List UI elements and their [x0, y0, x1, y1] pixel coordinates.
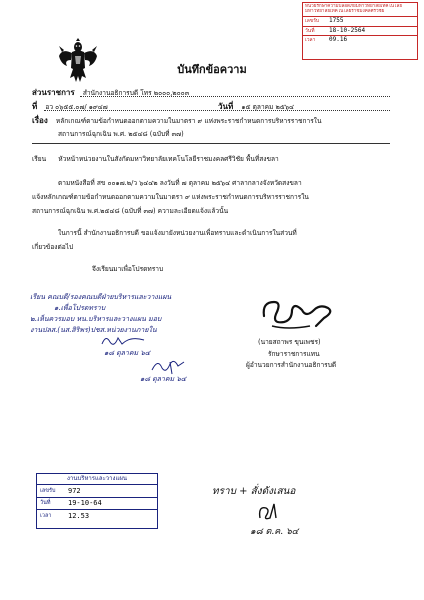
- planning-stamp-header: งานบริหารและวางแผน: [37, 474, 157, 485]
- handwritten-note-line3: ๒.เห็นควรมอบ หน.บริหารและวางแผน มอบ: [30, 315, 162, 323]
- signer-title2: ผู้อำนวยการสำนักงานอธิการบดี: [246, 361, 337, 369]
- handwritten-note-line2: ๑.เพื่อโปรดทราบ: [54, 304, 106, 312]
- subject-line1: หลักเกณฑ์ตามข้อกำหนดออกตามความในมาตรา ๙ แห่งพระราชกำหนดการบริหารราชการใน: [55, 117, 322, 125]
- agency-label: ส่วนราชการ: [32, 88, 75, 97]
- signer-title1: รักษาราชการแทน: [268, 350, 320, 358]
- date-row: [218, 100, 294, 113]
- to-row: [32, 153, 279, 164]
- stamp-label: เลขรับ: [40, 487, 56, 494]
- stamp-row-number: [303, 17, 417, 27]
- receiving-stamp: [302, 2, 418, 60]
- signer-name: (นายสถาพร ขุนเพชร): [258, 338, 321, 346]
- planning-stamp: [36, 473, 158, 529]
- stamp-label: เวลา: [305, 37, 316, 44]
- paragraph1-line1: ตามหนังสือที่ สข ๐๐๑๗.๒/ว ๖๔๔๒ ลงวันที่ ๗ ตุลาคม ๒๕๖๔ ศาลากลางจังหวัดสงขลา: [58, 179, 302, 187]
- planning-stamp-row-date: [37, 498, 157, 511]
- stamp-value: 1755: [329, 17, 344, 25]
- stamp-value: 18-10-2564: [329, 26, 366, 34]
- executive-signature-icon: [256, 500, 282, 522]
- stamp-header-line2: มหาวิทยาลัยเทคโนโลยีราชมงคลศรีวิชัย: [305, 9, 385, 14]
- agency-row: [32, 86, 189, 99]
- handwritten-note-date: ๑๘ ตุลาคม ๖๔: [104, 349, 151, 357]
- note-signature-icon: [100, 332, 146, 348]
- paragraph1-line2: แจ้งหลักเกณฑ์ตามข้อกำหนดออกตามความในมาตรา ๙ แห่งพระราชกำหนดการบริหารราชการใน: [32, 193, 309, 201]
- director-signature-icon: [258, 296, 336, 334]
- paragraph1-line3: สถานการณ์ฉุกเฉิน พ.ศ.๒๕๔๘ (ฉบับที่ ๓๗) ความละเอียดแจ้งแล้วนั้น: [32, 207, 229, 215]
- executive-handwritten-note: ทราบ + สั่งดังเสนอ: [212, 486, 296, 497]
- stamp-value: 972: [68, 486, 81, 495]
- planning-stamp-row-number: [37, 485, 157, 498]
- date-label: วันที่: [218, 102, 234, 111]
- to-value: หัวหน้าหน่วยงานในสังกัดมหาวิทยาลัยเทคโนโลยีราชมงคลศรีวิชัย พื้นที่สงขลา: [58, 155, 279, 163]
- reference-label: ที่: [32, 102, 38, 111]
- paragraph2-line2: เกี่ยวข้องต่อไป: [32, 243, 74, 251]
- stamp-row-date: [303, 27, 417, 37]
- stamp-header: [303, 3, 417, 17]
- header-divider: [32, 143, 390, 144]
- stamp-header-line1: หน่วยรักษาความปลอดภัยมหาวิทยาลัยเทคโนโลยี: [305, 4, 403, 9]
- second-note-date: ๑๘ ตุลาคม ๖๔: [140, 375, 187, 383]
- subject-label: เรื่อง: [32, 116, 48, 125]
- to-label: เรียน: [32, 155, 47, 163]
- stamp-value: 12.53: [68, 511, 90, 520]
- handwritten-note-line1: เรียน คณบดี/รองคณบดีฝ่ายบริหารและวางแผน: [30, 293, 172, 301]
- handwritten-note-line4: งานปลส.(นส.สิริพร)ปชส.หน่วยงานภายใน: [30, 326, 157, 334]
- closing-text: จึงเรียนมาเพื่อโปรดทราบ: [92, 265, 164, 273]
- reference-row: [32, 100, 108, 113]
- reference-value: อว ๐๖๕๕.๐๗/ ๑๙๔๗: [45, 103, 108, 111]
- planning-stamp-row-time: [37, 510, 157, 522]
- stamp-label: วันที่: [305, 27, 315, 34]
- date-value: ๑๕ ตุลาคม ๒๕๖๔: [241, 103, 295, 111]
- agency-value: สำนักงานอธิการบดี โทร ๒๐๐๐,๒๐๐๓: [82, 89, 190, 97]
- stamp-label: วันที่: [40, 500, 51, 507]
- second-signature-icon: [150, 356, 190, 376]
- stamp-label: เวลา: [40, 512, 52, 519]
- stamp-row-time: [303, 36, 417, 45]
- executive-note-date: ๑๘ ต.ค. ๖๔: [250, 527, 299, 537]
- paragraph2-line1: ในการนี้ สำนักงานอธิการบดี ขอแจ้งมายังหน่วยงานเพื่อทราบและดำเนินการในส่วนที่: [58, 229, 297, 237]
- page-title: บันทึกข้อความ: [177, 63, 247, 76]
- stamp-value: 09.16: [329, 36, 348, 44]
- stamp-value: 19-10-64: [68, 499, 102, 508]
- subject-row: [32, 114, 321, 127]
- reference-underline: [44, 110, 390, 111]
- agency-underline: [80, 96, 390, 97]
- stamp-label: เลขรับ: [305, 18, 320, 25]
- subject-line2: สถานการณ์ฉุกเฉิน พ.ศ. ๒๕๔๘ (ฉบับที่ ๓๗): [58, 130, 184, 138]
